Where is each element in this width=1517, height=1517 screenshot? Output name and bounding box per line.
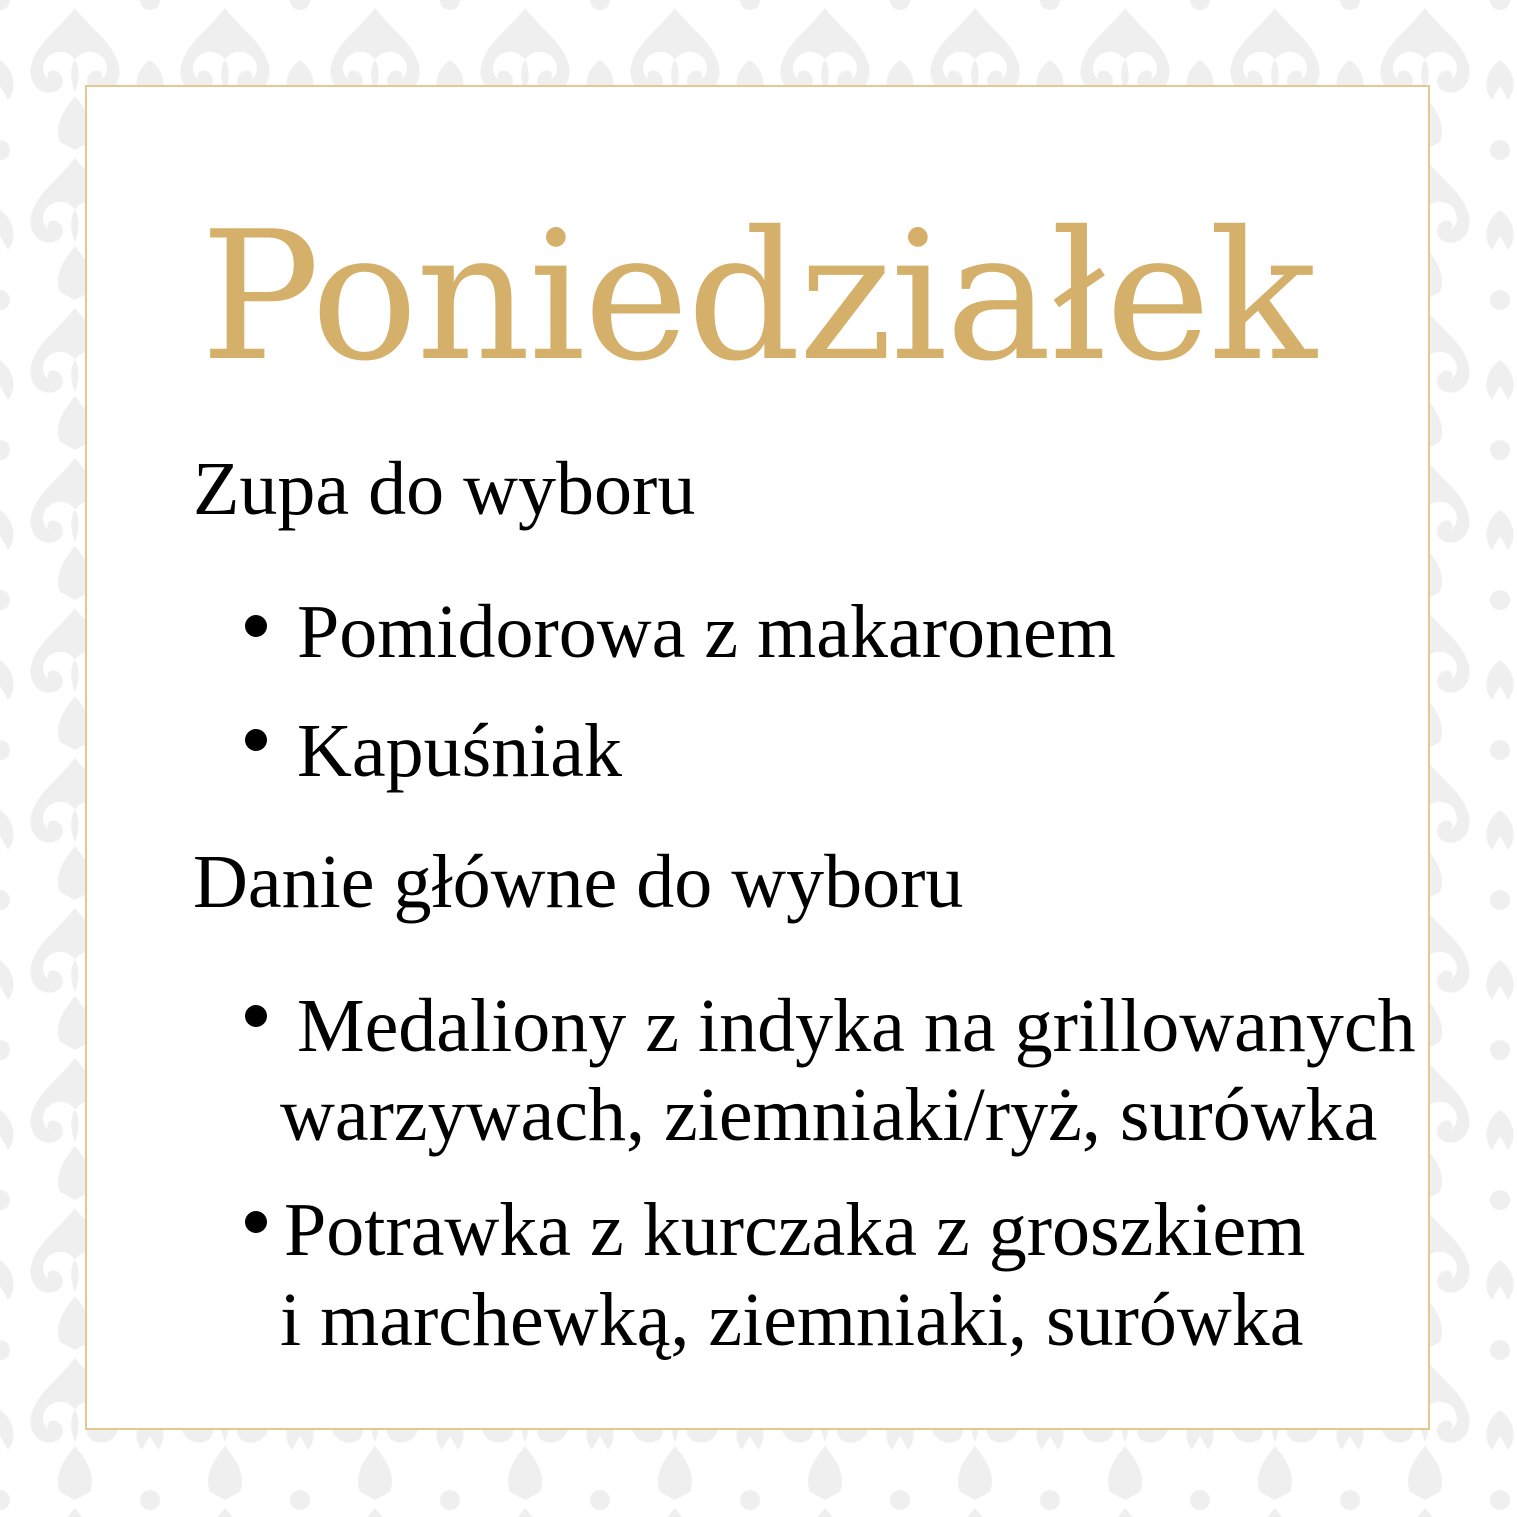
main-course-item-2-line-2: i marchewką, ziemniaki, surówka [280, 1278, 1304, 1362]
bullet-icon [245, 1211, 267, 1233]
soup-item-2: Kapuśniak [297, 709, 623, 793]
bullet-icon [245, 729, 267, 751]
menu-card [85, 85, 1430, 1430]
bullet-icon [245, 615, 267, 637]
main-course-section-heading: Danie główne do wyboru [193, 840, 964, 924]
day-title: Poniedziałek [200, 193, 1315, 400]
bullet-icon [245, 1005, 267, 1027]
main-course-item-1-line-2: warzywach, ziemniaki/ryż, surówka [280, 1073, 1378, 1157]
soup-item-1: Pomidorowa z makaronem [297, 590, 1116, 674]
soup-section-heading: Zupa do wyboru [193, 447, 696, 531]
main-course-item-1-line-1: Medaliony z indyka na grillowanych [297, 984, 1416, 1068]
main-course-item-2-line-1: Potrawka z kurczaka z groszkiem [284, 1188, 1306, 1272]
